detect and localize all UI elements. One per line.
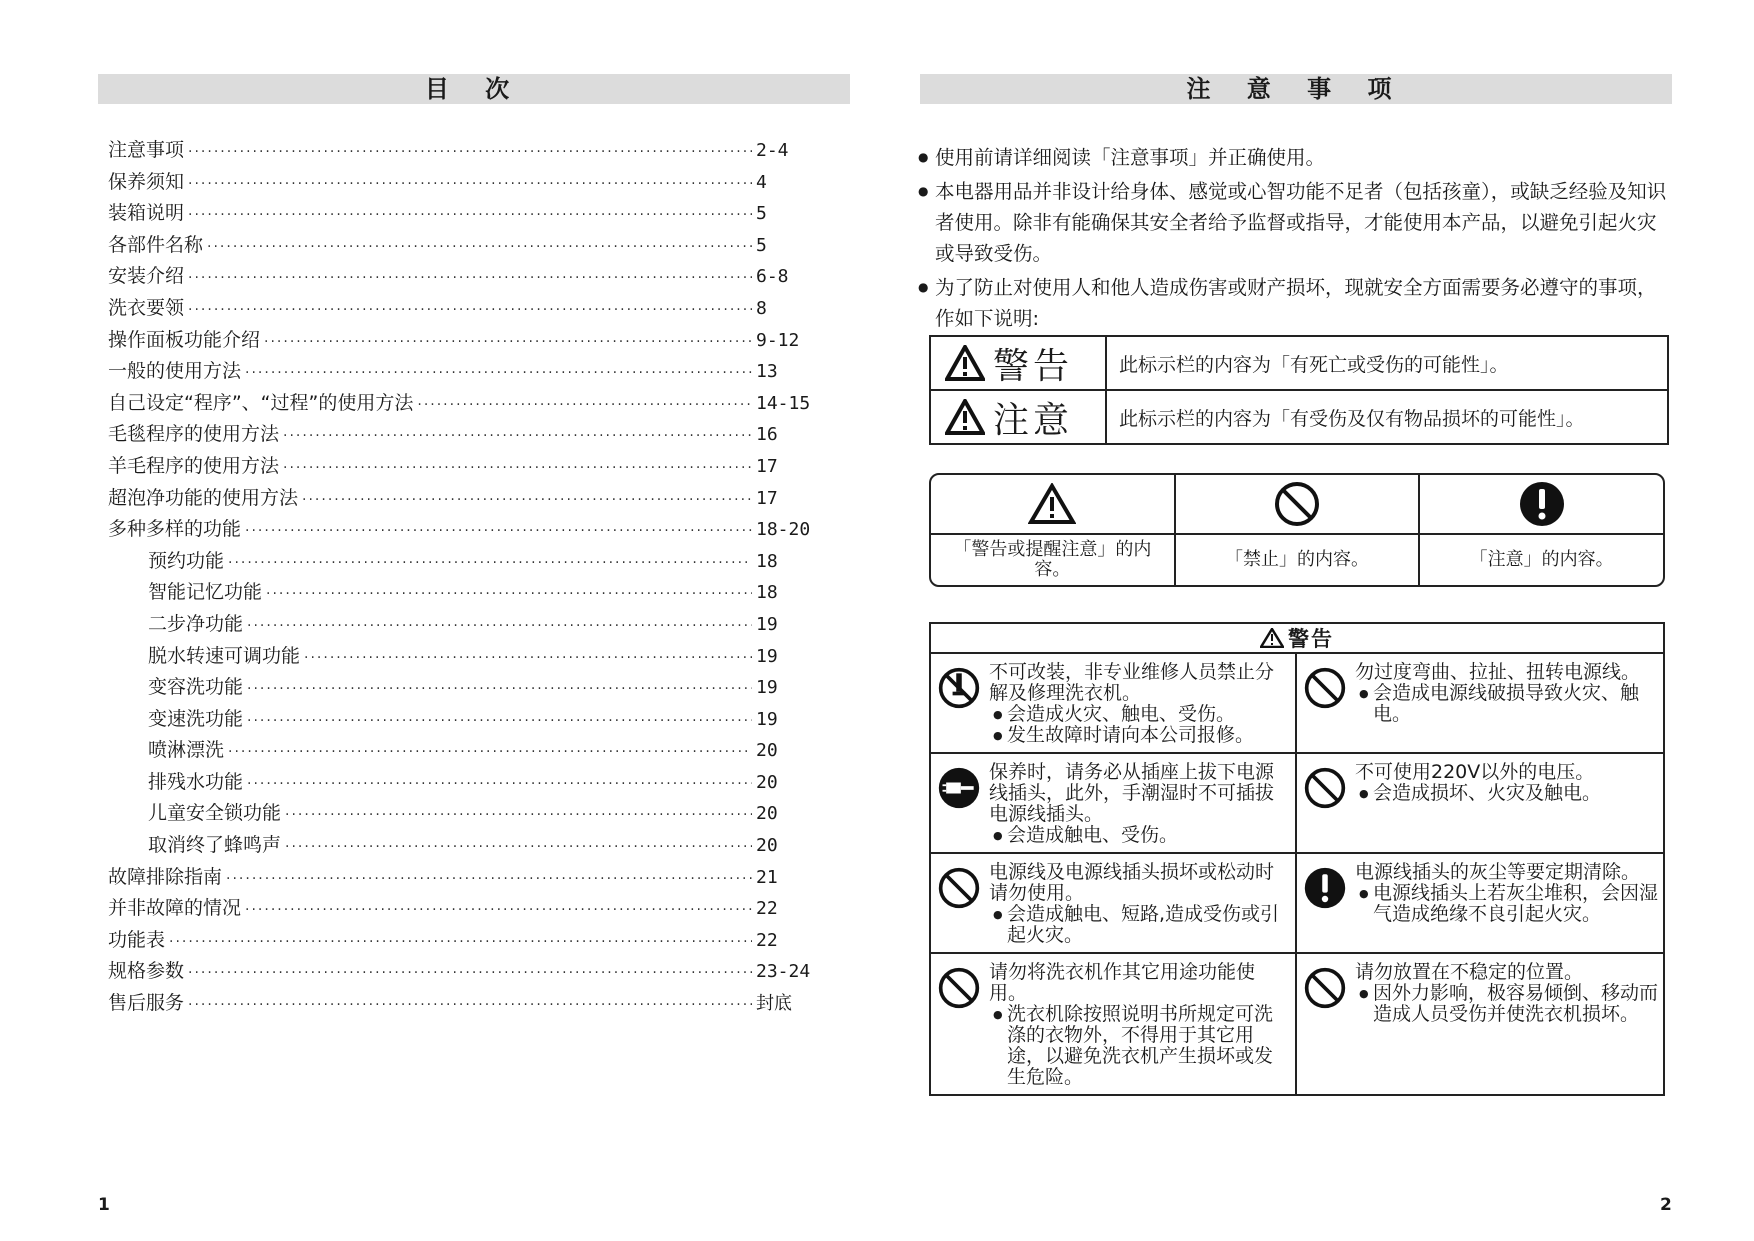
- toc-label: 毛毯程序的使用方法: [108, 423, 280, 446]
- toc-leader: [417, 397, 752, 413]
- warning-main-text: 电源线插头的灰尘等要定期清除。: [1355, 861, 1641, 883]
- intro-list: [920, 142, 1672, 337]
- warning-main-text: 不可使用220V以外的电压。: [1355, 761, 1595, 783]
- toc-label: 变容洗功能: [148, 676, 244, 699]
- toc-row: [108, 135, 820, 167]
- symbol-text: 「注意」的内容。: [1469, 549, 1614, 570]
- toc-page: 16: [756, 424, 778, 446]
- toc-leader: [188, 207, 752, 223]
- toc-page: 13: [756, 361, 778, 383]
- legend-key-text: 警告: [993, 345, 1074, 387]
- toc-row: [108, 704, 820, 736]
- symbol-cell-warning: [931, 475, 1176, 585]
- prohibited-icon: [1303, 762, 1355, 846]
- toc-page: 20: [756, 803, 778, 825]
- legend-key-warning: [931, 337, 1107, 389]
- intro-item: ● 为了防止对使用人和他人造成伤害或财产损坏，现就安全方面需要务必遵守的事项，作如下说明:: [920, 272, 1672, 334]
- toc-row: [108, 167, 820, 199]
- toc-page: 14-15: [756, 392, 811, 414]
- toc-label: 并非故障的情况: [108, 897, 242, 920]
- warning-row: [931, 654, 1663, 754]
- toc-row: [108, 198, 820, 230]
- toc-page: 19: [756, 613, 778, 635]
- toc-row: [108, 230, 820, 262]
- warning-bullet: ● 发生故障时请向本公司报修。: [995, 725, 1291, 746]
- warning-cell: [1297, 754, 1663, 852]
- warning-main-text: 电源线及电源线插头损坏或松动时请勿使用。: [989, 861, 1275, 904]
- toc-page: 20: [756, 835, 778, 857]
- legend-key-caution: [931, 391, 1107, 443]
- toc-row: [108, 356, 820, 388]
- warning-row: [931, 754, 1663, 854]
- toc-page: 2-4: [756, 140, 789, 161]
- toc-leader: [283, 460, 752, 476]
- toc-label: 排残水功能: [148, 770, 244, 793]
- toc-page: 6-8: [756, 266, 789, 288]
- toc-row: [108, 293, 820, 325]
- toc-page: 5: [756, 203, 767, 225]
- toc-label: 一般的使用方法: [108, 360, 242, 383]
- toc-row: [108, 798, 820, 830]
- toc-row: [108, 514, 820, 546]
- toc-leader: [247, 713, 752, 729]
- warning-main-text: 保养时，请务必从插座上拔下电源线插头，此外，手潮湿时不可插拔电源线插头。: [989, 761, 1275, 825]
- warning-bullet: ● 会造成电源线破损导致火灾、触电。: [1361, 683, 1659, 725]
- toc-leader: [188, 302, 752, 318]
- toc-row: [108, 830, 820, 862]
- warning-main-text: 请勿放置在不稳定的位置。: [1355, 961, 1584, 983]
- warning-cell: [1297, 954, 1663, 1094]
- toc-page: 20: [756, 771, 778, 793]
- warning-row: [931, 854, 1663, 954]
- toc-row: [108, 609, 820, 641]
- toc-page: 18-20: [756, 519, 811, 541]
- warning-header-text: 警告: [1288, 627, 1334, 651]
- symbol-text: 「禁止」的内容。: [1225, 549, 1369, 570]
- warning-table-header: [931, 624, 1663, 654]
- toc-page: 19: [756, 645, 778, 667]
- toc-label: 多种多样的功能: [108, 518, 242, 541]
- table-of-contents: [108, 135, 820, 1020]
- warning-cell: [1297, 854, 1663, 952]
- warning-bullet: ● 会造成火灾、触电、受伤。: [995, 704, 1291, 725]
- toc-label: 售后服务: [108, 992, 185, 1015]
- toc-row: [108, 261, 820, 293]
- toc-row: [108, 577, 820, 609]
- toc-label: 二步净功能: [148, 612, 244, 635]
- toc-row: [108, 483, 820, 515]
- warning-table: [929, 622, 1665, 1096]
- toc-row: [108, 862, 820, 894]
- toc-leader: [285, 839, 752, 855]
- toc-label: 功能表: [108, 928, 166, 951]
- toc-label: 喷淋漂洗: [148, 739, 225, 762]
- exclamation-icon: [1518, 480, 1566, 528]
- legend-row-warning: [931, 337, 1667, 391]
- toc-leader: [245, 523, 752, 539]
- toc-leader: [226, 871, 752, 887]
- warning-main-text: 勿过度弯曲、拉扯、扭转电源线。: [1355, 661, 1641, 683]
- warning-bullet: ● 洗衣机除按照说明书所规定可洗涤的衣物外，不得用于其它用途，以避免洗衣机产生损坏或发生危险。: [995, 1004, 1291, 1088]
- warning-triangle-icon: [1028, 483, 1076, 525]
- right-page: [877, 0, 1754, 1241]
- toc-page: 20: [756, 740, 778, 762]
- warning-cell: [931, 954, 1297, 1094]
- warning-bullet: ● 会造成触电、短路,造成受伤或引起火灾。: [995, 904, 1291, 946]
- toc-page: 17: [756, 487, 778, 509]
- toc-row: [108, 735, 820, 767]
- toc-page: 8: [756, 297, 767, 319]
- warning-main-text: 不可改装，非专业维修人员禁止分解及修理洗衣机。: [989, 661, 1275, 704]
- page-number-left: 1: [98, 1195, 110, 1215]
- toc-page: 22: [756, 929, 778, 951]
- toc-leader: [188, 997, 752, 1013]
- toc-row: [108, 641, 820, 673]
- toc-row: [108, 388, 820, 420]
- warning-bullet: ● 会造成损坏、火灾及触电。: [1361, 783, 1659, 804]
- toc-row: [108, 988, 820, 1020]
- toc-label: 超泡净功能的使用方法: [108, 486, 299, 509]
- toc-leader: [245, 365, 752, 381]
- intro-item: ● 使用前请详细阅读「注意事项」并正确使用。: [920, 142, 1672, 173]
- warning-triangle-icon: [945, 399, 985, 435]
- toc-leader: [264, 334, 752, 350]
- toc-page: 18: [756, 582, 778, 604]
- toc-page: 21: [756, 866, 778, 888]
- prohibited-icon: [937, 862, 989, 946]
- toc-row: [108, 325, 820, 357]
- toc-label: 变速洗功能: [148, 707, 244, 730]
- page-number-right: 2: [1660, 1195, 1672, 1215]
- symbol-cell-exclamation: [1420, 475, 1663, 585]
- toc-row: [108, 767, 820, 799]
- toc-leader: [283, 428, 752, 444]
- toc-leader: [207, 239, 752, 255]
- toc-page: 18: [756, 550, 778, 572]
- toc-leader: [188, 144, 752, 160]
- toc-label: 脱水转速可调功能: [148, 644, 301, 667]
- warning-cell: [931, 754, 1297, 852]
- warning-triangle-icon: [945, 345, 985, 381]
- toc-page: 17: [756, 455, 778, 477]
- toc-leader: [285, 807, 752, 823]
- warning-triangle-icon: [1260, 628, 1284, 648]
- warning-cell: [1297, 654, 1663, 752]
- toc-page: 22: [756, 898, 778, 920]
- toc-leader: [302, 492, 752, 508]
- legend-desc: 此标示栏的内容为「有受伤及仅有物品损坏的可能性」。: [1119, 407, 1585, 430]
- toc-leader: [247, 618, 752, 634]
- toc-label: 操作面板功能介绍: [108, 328, 261, 351]
- toc-label: 各部件名称: [108, 233, 204, 256]
- prohibited-icon: [937, 962, 989, 1088]
- toc-label: 安装介绍: [108, 265, 185, 288]
- toc-label: 装箱说明: [108, 202, 185, 225]
- intro-item: ● 本电器用品并非设计给身体、感觉或心智功能不足者（包括孩童），或缺乏经验及知识者使用。除非有能确保其安全者给予监督或指导，才能使用本产品，以避免引起火灾或导致受伤。: [920, 176, 1672, 269]
- toc-leader: [228, 555, 752, 571]
- toc-page: 23-24: [756, 961, 811, 983]
- prohibited-icon: [1303, 662, 1355, 746]
- legend-row-caution: [931, 391, 1667, 443]
- toc-label: 取消终了蜂鸣声: [148, 834, 282, 857]
- prohibited-icon: [1273, 480, 1321, 528]
- toc-leader: [188, 176, 752, 192]
- toc-row: [108, 893, 820, 925]
- warning-bullet: ● 因外力影响，极容易倾倒、移动而造成人员受伤并使洗衣机损坏。: [1361, 983, 1659, 1025]
- warning-cell: [931, 854, 1297, 952]
- legend-table: [929, 335, 1669, 445]
- toc-row: [108, 419, 820, 451]
- toc-leader: [188, 965, 752, 981]
- unplug-icon: [937, 762, 989, 846]
- warning-cell: [931, 654, 1297, 752]
- toc-label: 自己设定“程序”、“过程”的使用方法: [108, 391, 414, 414]
- toc-leader: [247, 681, 752, 697]
- toc-row: [108, 956, 820, 988]
- toc-title: 目 次: [98, 74, 850, 104]
- warning-main-text: 请勿将洗衣机作其它用途功能使用。: [989, 961, 1256, 1004]
- toc-label: 智能记忆功能: [148, 581, 263, 604]
- toc-page: 4: [756, 171, 767, 193]
- toc-page: 19: [756, 708, 778, 730]
- toc-label: 规格参数: [108, 960, 185, 983]
- toc-label: 保养须知: [108, 170, 185, 193]
- exclamation-icon: [1303, 862, 1355, 946]
- toc-row: [108, 672, 820, 704]
- toc-page: 封底: [756, 993, 792, 1015]
- toc-row: [108, 451, 820, 483]
- toc-label: 羊毛程序的使用方法: [108, 454, 280, 477]
- toc-page: 9-12: [756, 329, 800, 351]
- toc-row: [108, 925, 820, 957]
- toc-leader: [169, 934, 752, 950]
- toc-label: 故障排除指南: [108, 865, 223, 888]
- precautions-title: 注 意 事 项: [920, 74, 1672, 104]
- warning-bullet: ● 会造成触电、受伤。: [995, 825, 1291, 846]
- toc-leader: [188, 270, 752, 286]
- no-disassembly-icon: [937, 662, 989, 746]
- prohibited-icon: [1303, 962, 1355, 1088]
- toc-label: 预约功能: [148, 549, 225, 572]
- toc-leader: [266, 586, 752, 602]
- warning-row: [931, 954, 1663, 1094]
- toc-leader: [304, 650, 752, 666]
- toc-page: 5: [756, 234, 767, 256]
- warning-bullet: ● 电源线插头上若灰尘堆积，会因湿气造成绝缘不良引起火灾。: [1361, 883, 1659, 925]
- toc-leader: [228, 744, 752, 760]
- toc-page: 19: [756, 677, 778, 699]
- toc-label: 儿童安全锁功能: [148, 802, 282, 825]
- legend-desc: 此标示栏的内容为「有死亡或受伤的可能性」。: [1119, 353, 1509, 376]
- toc-label: 洗衣要领: [108, 296, 185, 319]
- toc-leader: [245, 902, 752, 918]
- legend-key-text: 注意: [993, 399, 1074, 441]
- symbol-text: 「警告或提醒注意」的内容。: [953, 539, 1152, 580]
- toc-row: [108, 546, 820, 578]
- symbol-legend: [929, 473, 1665, 587]
- toc-leader: [247, 776, 752, 792]
- symbol-cell-prohibited: [1176, 475, 1421, 585]
- toc-label: 注意事项: [108, 139, 185, 161]
